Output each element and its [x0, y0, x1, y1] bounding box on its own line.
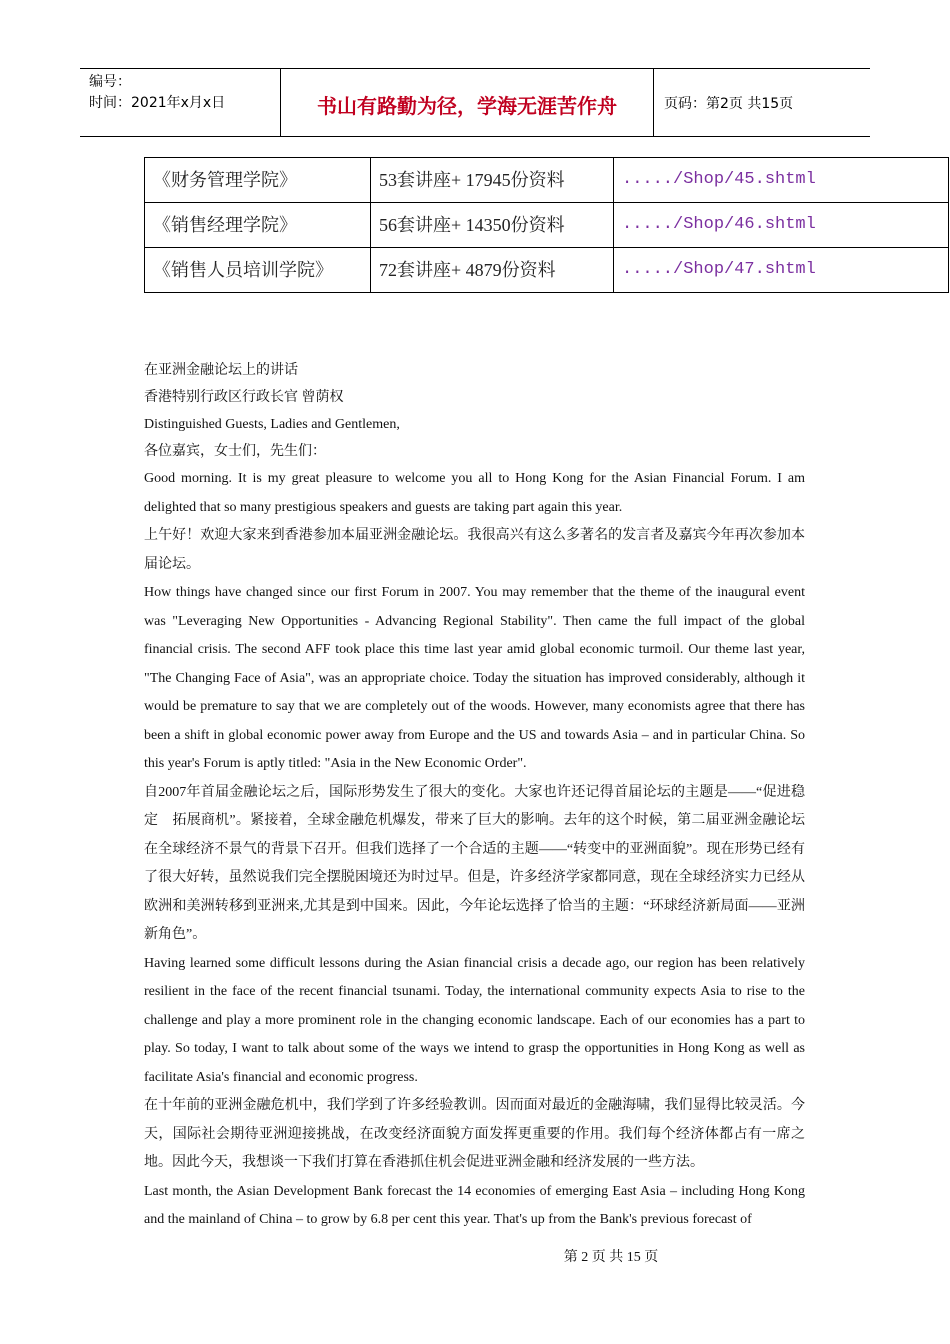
- course-name: 《销售人员培训学院》: [145, 248, 371, 293]
- table-row: [145, 203, 949, 248]
- paragraph-english: Good morning. It is my great pleasure to welcome you all to Hong Kong for the Asian Financial Forum. I am delighted that so many prestigious speakers and guests are taking part again this year.: [144, 471, 805, 515]
- document-number-label: 编号：: [89, 74, 131, 90]
- header-page-info: 页码：第2页 共15页: [664, 95, 794, 112]
- page-header: [80, 68, 870, 137]
- paragraph-english: Having learned some difficult lessons during the Asian financial crisis a decade ago, our region has been relatively resilient in the face of the recent financial tsunami. Today, the international community expects Asia to rise to the challenge and play a more prominent role in the changing economic landscape. Each of our economies has a part to play. So today, I want to talk about some of the ways we intend to grasp the opportunities in Hong Kong as well as facilitate Asia's financial and economic progress.: [144, 955, 805, 1085]
- document-date: 时间：2021年x月x日: [89, 95, 226, 111]
- table-row: [145, 158, 949, 203]
- course-link[interactable]: ...../Shop/47.shtml: [614, 248, 949, 293]
- course-link[interactable]: ...../Shop/45.shtml: [614, 158, 949, 203]
- article-speaker: 香港特别行政区行政长官 曾荫权: [144, 390, 344, 405]
- page-footer: 第 2 页 共 15 页: [563, 1250, 659, 1265]
- course-name: 《销售经理学院》: [145, 203, 371, 248]
- article-body: [144, 357, 805, 1235]
- article-title: 在亚洲金融论坛上的讲话: [144, 363, 298, 378]
- course-desc: 56套讲座+ 14350份资料: [371, 203, 614, 248]
- greeting-english: Distinguished Guests, Ladies and Gentlemen,: [144, 417, 400, 432]
- course-name: 《财务管理学院》: [145, 158, 371, 203]
- paragraph-chinese: 在十年前的亚洲金融危机中，我们学到了许多经验教训。因而面对最近的金融海啸，我们显得比较灵活。今天，国际社会期待亚洲迎接挑战，在改变经济面貌方面发挥更重要的作用。我们每个经济体都占有一席之地。因此今天，我想谈一下我们打算在香港抓住机会促进亚洲金融和经济发展的一些方法。: [144, 1098, 805, 1170]
- paragraph-english: How things have changed since our first Forum in 2007. You may remember that the theme of the inaugural event was "Leveraging New Opportunities - Advancing Regional Stability". Then came the full impact of the global financial crisis. The second AFF took place this time last year amid global economic turmoil. Our theme last year, "The Changing Face of Asia", was an appropriate choice. Today the situation has improved considerably, although it would be premature to say that we are completely out of the woods. However, many economists agree that there has been a shift in global economic power away from Europe and the US and towards Asia – and in particular China. So this year's Forum is aptly titled: "Asia in the New Economic Order".: [144, 585, 805, 771]
- greeting-chinese: 各位嘉宾，女士们，先生们：: [144, 444, 326, 459]
- paragraph-chinese: 自2007年首届金融论坛之后，国际形势发生了很大的变化。大家也许还记得首届论坛的主题是——“促进稳定 拓展商机”。紧接着，全球金融危机爆发，带来了巨大的影响。去年的这个时候，第二届亚洲金融论坛在全球经济不景气的背景下召开。但我们选择了一个合适的主题——“转变中的亚洲面貌”。现在形势已经有了很大好转，虽然说我们完全摆脱困境还为时过早。但是，许多经济学家都同意，现在全球经济实力已经从欧洲和美洲转移到亚洲来,尤其是到中国来。因此，今年论坛选择了恰当的主题：“环球经济新局面——亚洲新角色”。: [144, 784, 805, 942]
- course-desc: 72套讲座+ 4879份资料: [371, 248, 614, 293]
- header-meta: [80, 69, 281, 136]
- paragraph-chinese: 上午好！欢迎大家来到香港参加本届亚洲金融论坛。我很高兴有这么多著名的发言者及嘉宾今年再次参加本届论坛。: [144, 528, 805, 572]
- shop-table: [144, 157, 949, 293]
- header-motto: 书山有路勤为径，学海无涯苦作舟: [281, 69, 654, 136]
- paragraph-english: Last month, the Asian Development Bank forecast the 14 economies of emerging East Asia – including Hong Kong and the mainland of China – to grow by 6.8 per cent this year. That's up from the Bank's previous forecast of: [144, 1183, 805, 1227]
- course-desc: 53套讲座+ 17945份资料: [371, 158, 614, 203]
- table-row: [145, 248, 949, 293]
- course-link[interactable]: ...../Shop/46.shtml: [614, 203, 949, 248]
